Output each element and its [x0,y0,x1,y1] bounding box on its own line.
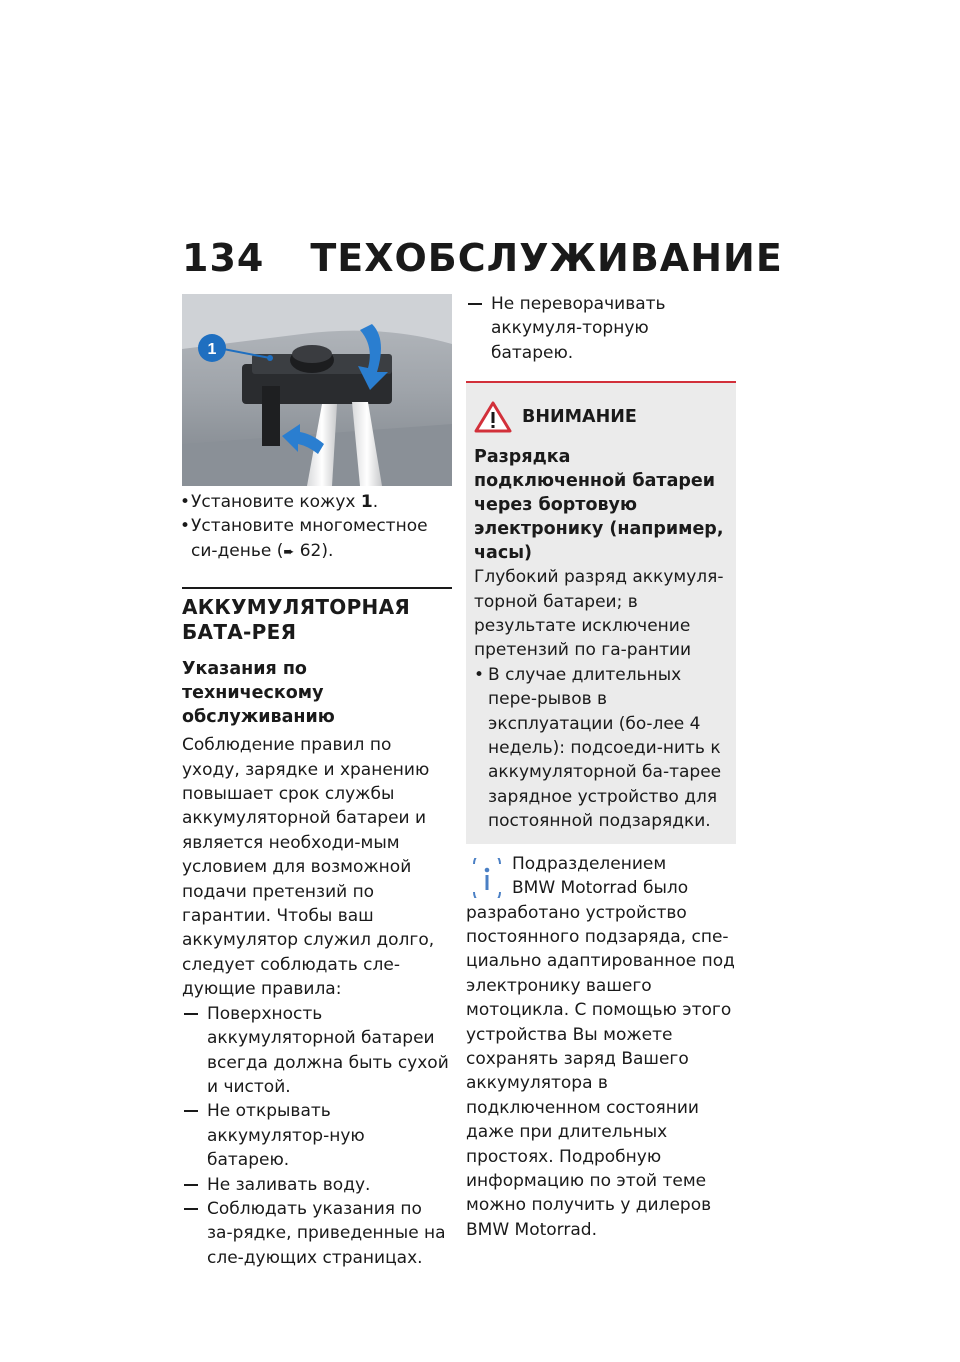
section-divider [182,587,452,589]
step-install-seat: • Установите многоместное си-денье (➨ 62). [182,514,452,565]
rule-item: Соблюдать указания по за-рядке, приведенные на сле-дующих страницах. [182,1197,452,1270]
info-icon [470,858,504,898]
warning-body: Глубокий разряд аккумуля-торной батареи; в результате исключение претензий по га-рантии [474,567,724,661]
callout-1: 1 [207,341,217,358]
warning-triangle-icon [474,401,512,433]
intro-paragraph: Соблюдение правил по уходу, зарядке и хранению повышает срок службы аккумуляторной батареи и является необходи-мым условием для возможной подачи претензий по гарантии. Чтобы ваш аккумулятор служил долго, следует соблюдать сле-дующие правила: [182,735,435,1000]
battery-cover-photo [182,294,452,486]
page-number: 134 [182,236,265,280]
rule-item: Не открывать аккумулятор-ную батарею. [182,1099,452,1172]
left-column [182,490,452,1270]
step-ref-1: 1 [360,492,373,512]
info-note [466,852,736,1243]
page-ref-link[interactable]: 62 [299,540,322,561]
warning-title [474,393,728,441]
rule-item: Не заливать воду. [182,1173,452,1197]
warning-heading: Разрядка подключенной батареи через бортовую электронику (например, часы) [474,447,724,564]
step-install-cover: • Установите кожух 1. [182,490,452,514]
rule-item: Поверхность аккумуляторной батареи всегда должна быть сухой и чистой. [182,1002,452,1100]
info-text: разработано устройство постоянного подзаряда, спе-циально адаптированное под электронику вашего мотоцикла. С помощью этого устройства Вы можете сохранять заряд Вашего аккумулятора в подключенном состоянии даже при длительных простоях. Подробную информацию по этой теме можно получить у дилеров BMW Motorrad. [466,902,735,1240]
warning-box [466,381,736,843]
page-title: ТЕХОБСЛУЖИВАНИЕ [310,236,783,280]
warning-label: ВНИМАНИЕ [522,407,637,428]
right-column [466,292,736,1242]
section-heading: АККУМУЛЯТОРНАЯ БАТА-РЕЯ [182,595,411,645]
subsection-heading: Указания по техническому обслуживанию [182,659,335,728]
page-header [182,236,783,280]
page-ref-arrow-icon: ➨ [283,544,295,560]
info-line-2: BMW Motorrad было [512,878,689,899]
warning-bullet: • В случае длительных пере-рывов в эксплуатации (бо-лее 4 недель): подсоеди-нить к аккумуляторной ба-тарее зарядное устройство для постоянной подзарядки. [474,663,728,834]
rule-item: Не переворачивать аккумуля-торную батарею. [466,292,736,365]
info-line-1: Подразделением [512,853,667,874]
